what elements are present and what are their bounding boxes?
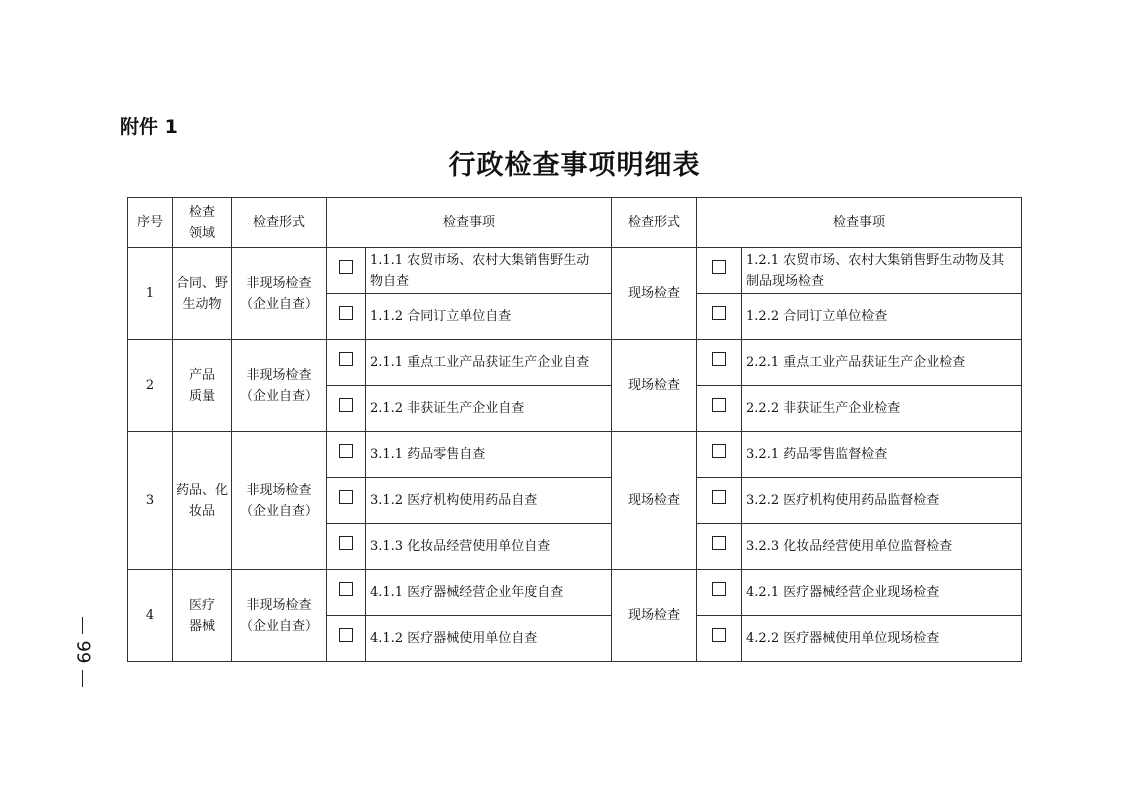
checkbox-a[interactable]	[339, 260, 353, 274]
page-number-text: 99	[72, 640, 93, 664]
checkbox-cell-b[interactable]	[697, 248, 742, 294]
seq-cell: 3	[128, 432, 173, 570]
checkbox-a[interactable]	[339, 352, 353, 366]
checkbox-cell-a[interactable]	[327, 386, 366, 432]
domain-cell	[173, 340, 232, 432]
item-a-cell	[366, 340, 612, 386]
checkbox-cell-b[interactable]	[697, 616, 742, 662]
checkbox-cell-b[interactable]	[697, 340, 742, 386]
header-items-b: 检查事项	[697, 198, 1022, 248]
header-row	[128, 198, 1022, 248]
form-a-line2: （企业自查）	[239, 296, 318, 312]
item-a-line1: 1.1.2 合同订立单位自查	[370, 309, 512, 324]
item-a-line1: 3.1.1 药品零售自查	[370, 447, 486, 462]
form-a-line1: 非现场检查	[246, 597, 312, 613]
checkbox-a[interactable]	[339, 306, 353, 320]
item-a-cell	[366, 478, 612, 524]
item-a-cell	[366, 248, 612, 294]
page-title: 行政检查事项明细表	[448, 150, 701, 181]
table-row	[128, 570, 1022, 616]
item-b-cell	[742, 478, 1022, 524]
checkbox-a[interactable]	[339, 444, 353, 458]
item-b-line1: 4.2.2 医疗器械使用单位现场检查	[746, 631, 940, 646]
seq-cell: 1	[128, 248, 173, 340]
checkbox-b[interactable]	[712, 628, 726, 642]
domain-line2: 生动物	[182, 296, 222, 312]
form-b-cell: 现场检查	[612, 432, 697, 570]
checkbox-cell-a[interactable]	[327, 432, 366, 478]
checkbox-b[interactable]	[712, 536, 726, 550]
form-a-line1: 非现场检查	[246, 275, 312, 291]
checkbox-a[interactable]	[339, 582, 353, 596]
header-items-a: 检查事项	[327, 198, 612, 248]
item-a-line2: 物自查	[370, 273, 410, 289]
item-b-line1: 1.2.2 合同订立单位检查	[746, 309, 888, 324]
page-number-dash-top	[82, 617, 83, 634]
form-a-line2: （企业自查）	[239, 503, 318, 519]
header-domain	[173, 198, 232, 248]
item-a-cell	[366, 570, 612, 616]
domain-line1: 药品、化	[175, 482, 228, 498]
form-a-line1: 非现场检查	[246, 482, 312, 498]
seq-cell: 4	[128, 570, 173, 662]
item-b-line1: 1.2.1 农贸市场、农村大集销售野生动物及其	[746, 252, 1005, 268]
checkbox-cell-a[interactable]	[327, 524, 366, 570]
domain-line1: 产品	[188, 367, 215, 383]
form-b-cell: 现场检查	[612, 340, 697, 432]
item-b-cell	[742, 524, 1022, 570]
checkbox-b[interactable]	[712, 306, 726, 320]
checkbox-cell-a[interactable]	[327, 340, 366, 386]
item-b-cell	[742, 294, 1022, 340]
item-b-line1: 4.2.1 医疗器械经营企业现场检查	[746, 585, 940, 600]
form-a-cell	[232, 248, 327, 340]
item-a-line1: 2.1.2 非获证生产企业自查	[370, 401, 525, 416]
item-b-line1: 2.2.1 重点工业产品获证生产企业检查	[746, 355, 966, 370]
domain-line2: 妆品	[188, 503, 215, 519]
checkbox-a[interactable]	[339, 398, 353, 412]
item-b-line1: 3.2.1 药品零售监督检查	[746, 447, 888, 462]
domain-cell	[173, 432, 232, 570]
form-a-line2: （企业自查）	[239, 388, 318, 404]
domain-line2: 器械	[188, 618, 215, 634]
item-b-line1: 3.2.2 医疗机构使用药品监督检查	[746, 493, 940, 508]
form-a-cell	[232, 340, 327, 432]
form-a-cell	[232, 570, 327, 662]
domain-line1: 医疗	[188, 597, 215, 613]
checkbox-cell-b[interactable]	[697, 294, 742, 340]
checkbox-cell-a[interactable]	[327, 570, 366, 616]
domain-line1: 合同、野	[175, 275, 228, 291]
form-a-line2: （企业自查）	[239, 618, 318, 634]
checkbox-a[interactable]	[339, 536, 353, 550]
checkbox-b[interactable]	[712, 260, 726, 274]
item-b-line2: 制品现场检查	[746, 273, 825, 289]
checkbox-cell-b[interactable]	[697, 386, 742, 432]
item-b-cell	[742, 616, 1022, 662]
page-number	[62, 617, 102, 687]
seq-cell: 2	[128, 340, 173, 432]
checkbox-cell-b[interactable]	[697, 478, 742, 524]
form-a-cell	[232, 432, 327, 570]
item-a-cell	[366, 616, 612, 662]
item-b-cell	[742, 340, 1022, 386]
item-a-line1: 1.1.1 农贸市场、农村大集销售野生动	[370, 252, 590, 268]
domain-cell	[173, 570, 232, 662]
item-a-line1: 3.1.2 医疗机构使用药品自查	[370, 493, 538, 508]
form-a-line1: 非现场检查	[246, 367, 312, 383]
item-b-line1: 3.2.3 化妆品经营使用单位监督检查	[746, 539, 953, 554]
item-a-line1: 3.1.3 化妆品经营使用单位自查	[370, 539, 551, 554]
item-a-line1: 2.1.1 重点工业产品获证生产企业自查	[370, 355, 590, 370]
item-b-cell	[742, 248, 1022, 294]
table-row	[128, 432, 1022, 478]
checkbox-cell-a[interactable]	[327, 616, 366, 662]
checkbox-cell-b[interactable]	[697, 524, 742, 570]
domain-line2: 质量	[188, 388, 215, 404]
checkbox-b[interactable]	[712, 352, 726, 366]
header-domain-line1: 检查	[188, 204, 215, 220]
item-a-cell	[366, 386, 612, 432]
domain-cell	[173, 248, 232, 340]
item-a-cell	[366, 524, 612, 570]
checkbox-b[interactable]	[712, 444, 726, 458]
inspection-table	[127, 197, 1022, 662]
header-form-a: 检查形式	[232, 198, 327, 248]
checkbox-b[interactable]	[712, 582, 726, 596]
item-b-cell	[742, 570, 1022, 616]
item-b-cell	[742, 386, 1022, 432]
form-b-cell: 现场检查	[612, 248, 697, 340]
checkbox-cell-b[interactable]	[697, 432, 742, 478]
item-a-cell	[366, 432, 612, 478]
page-number-dash-bottom	[82, 670, 83, 687]
checkbox-b[interactable]	[712, 398, 726, 412]
attachment-label: 附件 1	[120, 116, 178, 138]
form-b-cell: 现场检查	[612, 570, 697, 662]
item-a-line1: 4.1.2 医疗器械使用单位自查	[370, 631, 538, 646]
item-b-line1: 2.2.2 非获证生产企业检查	[746, 401, 901, 416]
checkbox-cell-a[interactable]	[327, 478, 366, 524]
item-a-cell	[366, 294, 612, 340]
item-b-cell	[742, 432, 1022, 478]
table-row	[128, 340, 1022, 386]
checkbox-cell-a[interactable]	[327, 248, 366, 294]
checkbox-b[interactable]	[712, 490, 726, 504]
item-a-line1: 4.1.1 医疗器械经营企业年度自查	[370, 585, 564, 600]
checkbox-cell-a[interactable]	[327, 294, 366, 340]
header-domain-line2: 领域	[188, 225, 215, 241]
header-form-b: 检查形式	[612, 198, 697, 248]
checkbox-cell-b[interactable]	[697, 570, 742, 616]
checkbox-a[interactable]	[339, 628, 353, 642]
table-row	[128, 248, 1022, 294]
checkbox-a[interactable]	[339, 490, 353, 504]
header-seq: 序号	[128, 198, 173, 248]
